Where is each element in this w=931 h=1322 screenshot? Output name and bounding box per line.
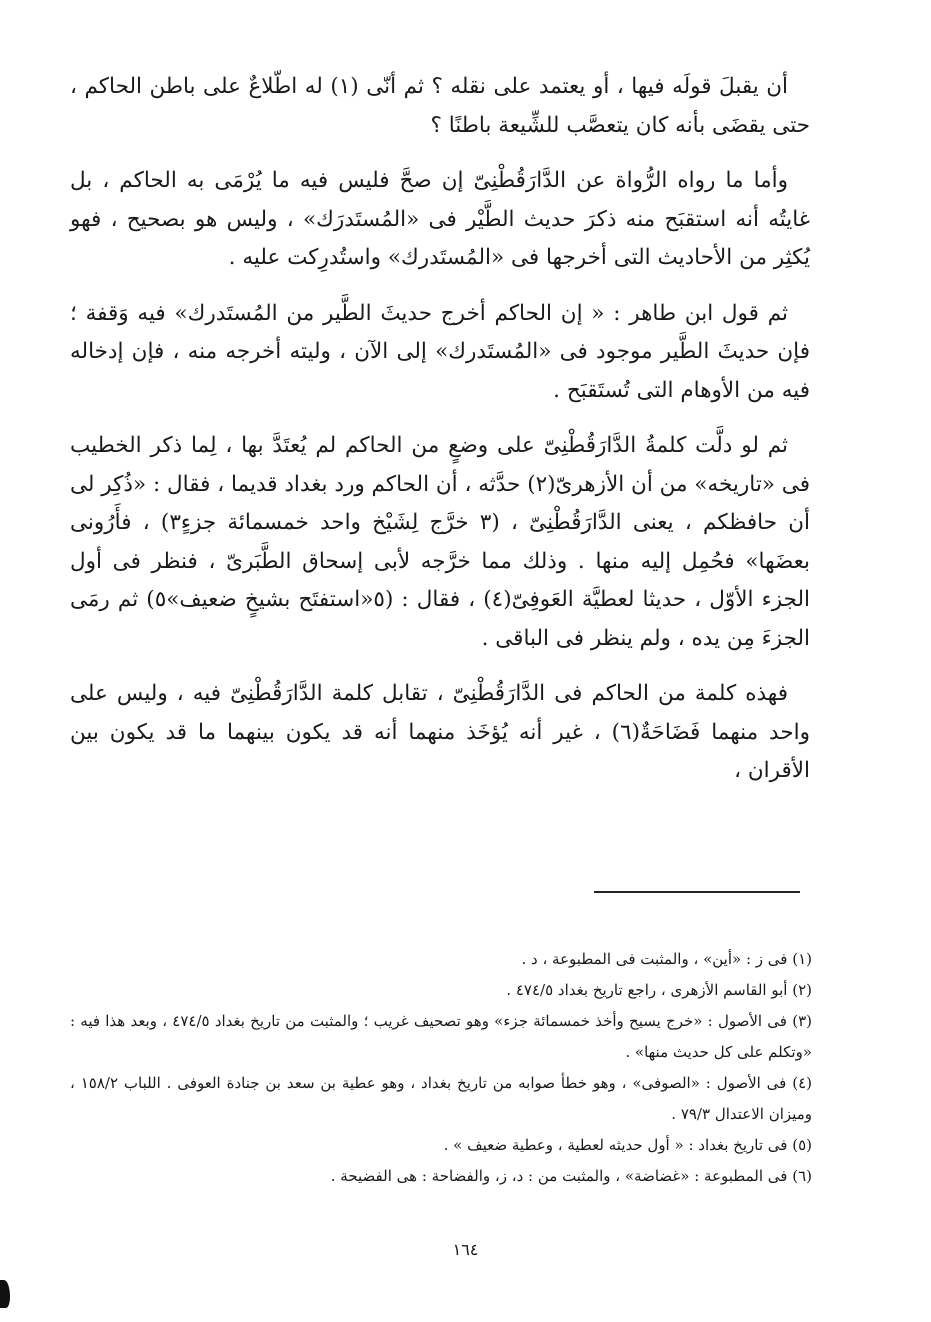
footnote-4: (٤) فى الأصول : «الصوفى» ، وهو خطأ صوابه من تاريخ بغداد ، وهو عطية بن سعد بن جنادة العوفى . اللباب ١٥٨/٢ ، وميزان الاعتدال ٧٩/٣ .: [70, 1074, 812, 1123]
paragraph-5: فهذه كلمة من الحاكم فى الدَّارَقُطْنِىّ ، تقابل كلمة الدَّارَقُطْنِىّ فيه ، وليس على واحد منهما فَضَاحَةٌ(٦) ، غير أنه يُؤخَذ منهما أنه قد يكون بينهما ما قد يكون بين الأقران ،: [70, 681, 810, 783]
paragraph-4: ثم لو دلَّت كلمةُ الدَّارَقُطْنِىّ على وضعٍ من الحاكم لم يُعتَدَّ بها ، لِما ذكر الخطيب فى «تاريخه» من أن الأزهرىّ(٢) حدَّثه ، أن الحاكم ورد بغداد قديما ، فقال : «ذُكِر لى أن حافظكم ، يعنى الدَّارَقُطْنِىّ ، (٣ خرَّج لِشَيْخ واحد خمسمائة جزءٍ٣) ، فأَرُونى بعضَها» فحُمِل إليه منها . وذلك مما خرَّجه لأبى إسحاق الطَّبَرىّ ، فنظر فى أول الجزء الأوّل ، حديثا لعطيَّة العَوفِىّ(٤) ، فقال : (٥«استفتَح بشيخٍ ضعيف»٥) ثم رمَى الجزءَ مِن يده ، ولم ينظر فى الباقى .: [70, 433, 810, 651]
paragraph-1: أن يقبلَ قولَه فيها ، أو يعتمد على نقله ؟ ثم أنّى (١) له اطّلاعٌ على باطن الحاكم ، حتى يقضَى بأنه كان يتعصَّب للشِّيعة باطنًا ؟: [70, 74, 810, 138]
footnote-separator: [594, 891, 800, 893]
footnote-5: (٥) فى تاريخ بغداد : « أول حديثه لعطية ، وعطية ضعيف » .: [443, 1136, 812, 1154]
paragraph-2: وأما ما رواه الرُّواة عن الدَّارَقُطْنِىّ إن صحَّ فليس فيه ما يُرْمَى به الحاكم ، بل غايتُه أنه استقبَح منه ذكرَ حديث الطَّيْر فى «المُستَدرَك» ، وليس هو بصحيح ، فهو يُكثِر من الأحاديث التى أخرجها فى «المُستَدرك» واستُدرِكت عليه .: [70, 168, 810, 270]
main-text: [70, 68, 810, 808]
page-number: ١٦٤: [452, 1240, 479, 1259]
footnotes: [70, 944, 812, 1192]
paragraph-3: ثم قول ابن طاهر : « إن الحاكم أخرج حديثَ الطَّير من المُستَدرك» فيه وَقفة ؛ فإن حديثَ الطَّير موجود فى «المُستَدرك» إلى الآن ، وليته أخرجه منه ، فإن إدخاله فيه من الأوهام التى تُستَقبَح .: [70, 300, 810, 403]
footnote-1: (١) فى ز : «أين» ، والمثبت فى المطبوعة ، د .: [521, 950, 812, 968]
footnote-3: (٣) فى الأصول : «خرج يسيح وأخذ خمسمائة جزء» وهو تصحيف غريب ؛ والمثبت من تاريخ بغداد ٤٧٤/٥ ، وبعد هذا فيه : «وتكلم على كل حديث منها» .: [70, 1012, 812, 1061]
scan-edge-mark: [0, 1280, 10, 1308]
footnote-2: (٢) أبو القاسم الأزهرى ، راجع تاريخ بغداد ٤٧٤/٥ .: [506, 981, 812, 999]
footnote-6: (٦) فى المطبوعة : «غضاضة» ، والمثبت من : د، ز، والفضاحة : هى الفضيحة .: [330, 1167, 812, 1185]
